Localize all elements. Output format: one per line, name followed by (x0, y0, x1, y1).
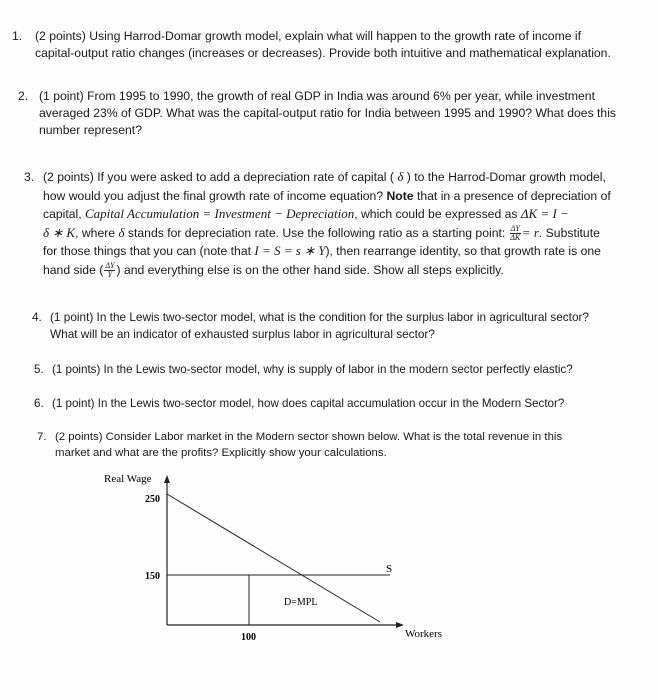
question-3-line-4c: . Substitute (538, 225, 600, 240)
growth-numerator: ΔY (105, 260, 115, 270)
question-1-line-1: (2 points) Using Harrod-Domar growth model, explain what will happen to the growth rate of income if (35, 29, 581, 43)
demand-label: D=MPL (284, 597, 318, 608)
y-tick-250: 250 (145, 494, 160, 505)
question-4-number: 4. (32, 310, 42, 324)
savings-identity: I = S = s ∗ Y (254, 243, 326, 258)
y-axis-arrow (164, 475, 170, 483)
question-4-line-2: What will be an indicator of exhausted surplus labor in agricultural sector? (50, 327, 435, 341)
question-5-number: 5. (34, 363, 44, 376)
question-6-number: 6. (34, 397, 44, 410)
question-3-line-4a: , where (75, 225, 116, 240)
ratio-denominator: ΔK (510, 232, 521, 242)
question-1-number: 1. (12, 29, 23, 43)
note-label: Note (386, 188, 414, 203)
x-axis-arrow (396, 622, 404, 628)
demand-curve (167, 494, 380, 622)
x-tick-100: 100 (241, 632, 256, 643)
delta-symbol: δ (397, 169, 404, 184)
question-3-line-2a: how would you adjust the final growth rate of income equation? (43, 188, 384, 203)
question-2-line-3: number represent? (39, 123, 142, 137)
question-7-line-2: market and what are the profits? Explicitly show your calculations. (55, 447, 387, 459)
ratio-equals-r: = r (521, 224, 539, 240)
growth-denominator: Y (107, 269, 113, 279)
capital-accumulation-equation: Capital Accumulation = Investment − Depreciation (85, 206, 355, 221)
question-3-line-3a: capital, (43, 207, 82, 221)
question-3-line-2b: that in a presence of depreciation of (416, 188, 611, 203)
y-tick-150: 150 (145, 571, 160, 582)
supply-label: S (386, 563, 393, 575)
ratio-numerator: ΔY (510, 223, 520, 233)
question-3-line-4b: stands for depreciation rate. Use the following ratio as a starting point: (127, 225, 506, 240)
question-3-line-1b: ) to the Harrod-Domar growth model, (406, 170, 606, 184)
question-2-line-2: averaged 23% of GDP. What was the capital-output ratio for India between 1995 and 1990? What does this (39, 106, 617, 120)
depreciation-term: δ ∗ K (43, 224, 76, 240)
question-3-line-6a: hand side ( (43, 262, 104, 277)
question-6-line-1: (1 point) In the Lewis two-sector model, how does capital accumulation occur in the Modern Sector? (52, 397, 565, 410)
question-3-number: 3. (24, 170, 35, 184)
question-5-line-1: (1 points) In the Lewis two-sector model, why is supply of labor in the modern sector perfectly elastic? (52, 363, 573, 376)
question-4-line-1: (1 point) In the Lewis two-sector model, what is the condition for the surplus labor in agricultural sector? (50, 310, 589, 324)
question-3-line-1a: (2 points) If you were asked to add a depreciation rate of capital ( (43, 170, 394, 184)
question-7-line-1: (2 points) Consider Labor market in the Modern sector shown below. What is the total revenue in this (55, 431, 563, 443)
x-axis-label: Workers (405, 628, 442, 640)
y-axis-label: Real Wage (104, 473, 152, 485)
question-1-line-2: capital-output ratio changes (increases or decreases). Provide both intuitive and mathematical explanation. (35, 46, 611, 60)
question-3-line-3b: , which could be expressed as (354, 207, 518, 221)
delta-symbol-2: δ (118, 224, 125, 240)
question-7-number: 7. (37, 431, 47, 443)
question-3-line-5a: for those things that you can (note that (43, 244, 251, 258)
question-2-number: 2. (18, 89, 29, 103)
question-3-line-5b: ), then rearrange identity, so that growth rate is one (325, 244, 601, 258)
delta-k-equation: ΔK = I − (520, 206, 569, 221)
question-3-line-6b: ) and everything else is on the other hand side. Show all steps explicitly. (116, 262, 504, 277)
question-2-line-1: (1 point) From 1995 to 1990, the growth of real GDP in India was around 6% per year, while investment (39, 89, 595, 103)
